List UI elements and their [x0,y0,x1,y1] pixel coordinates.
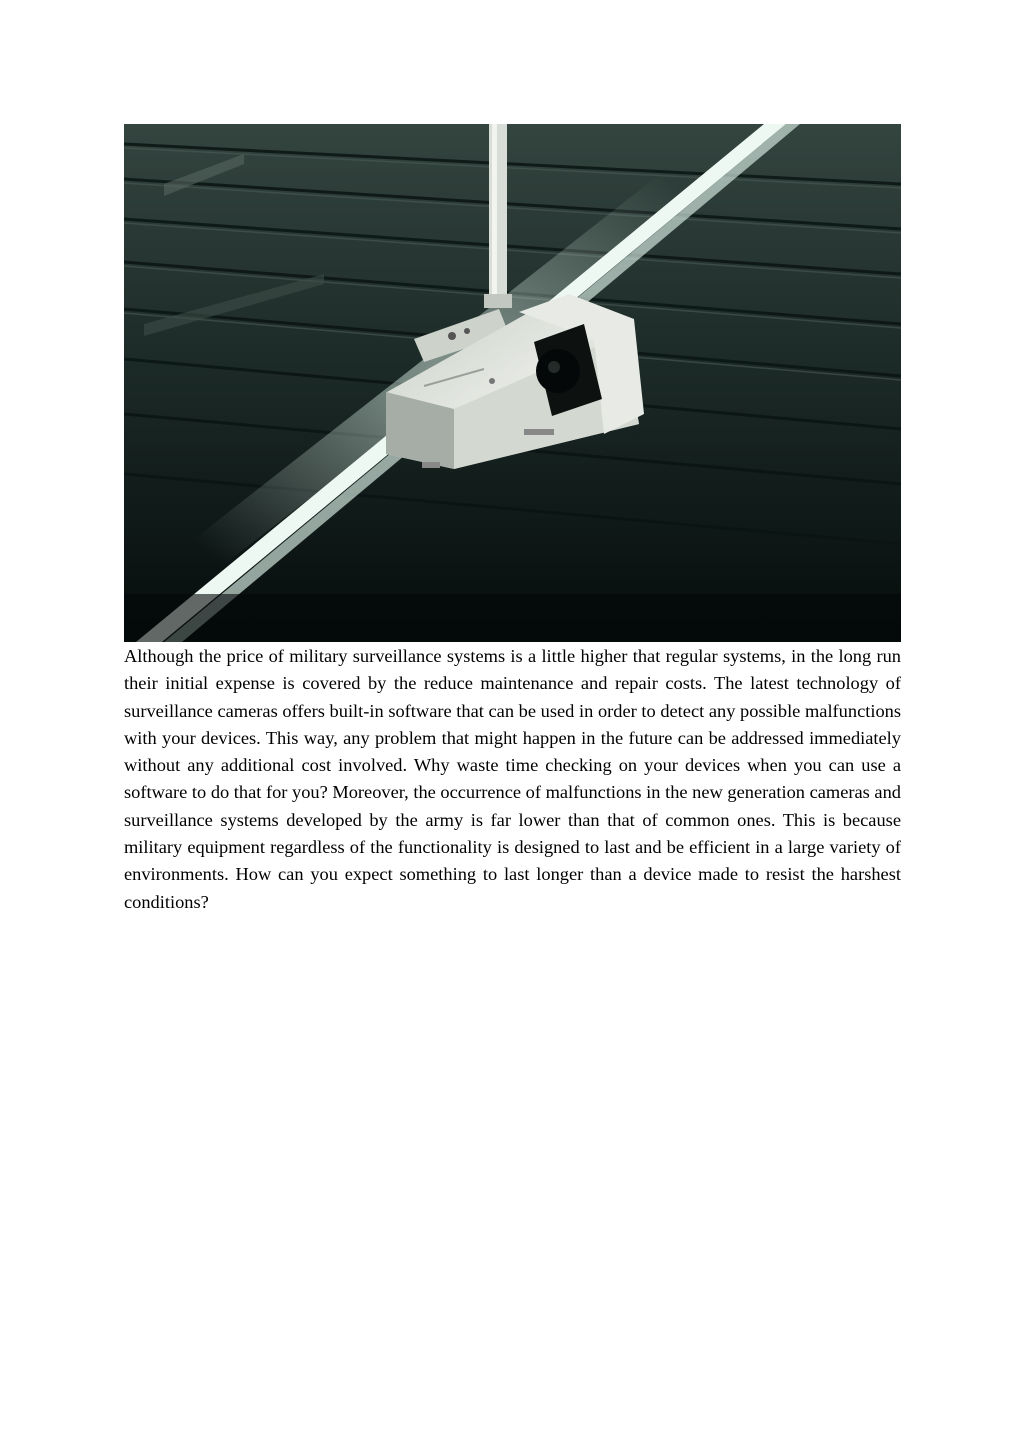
camera-photo-illustration [124,124,901,642]
surveillance-camera-photo [124,124,901,642]
article-paragraph: Although the price of military surveillance systems is a little higher that regular systems, in the long run their initial expense is covered by the reduce maintenance and repair costs. The latest technology of surveillance cameras offers built-in software that can be used in order to detect any possible malfunctions with your devices. This way, any problem that might happen in the future can be addressed immediately without any additional cost involved. Why waste time checking on your devices when you can use a software to do that for you? Moreover, the occurrence of malfunctions in the new generation cameras and surveillance systems developed by the army is far lower than that of common ones. This is because military equipment regardless of the functionality is designed to last and be efficient in a large variety of environments. How can you expect something to last longer than a device made to resist the harshest conditions? [124,646,901,912]
